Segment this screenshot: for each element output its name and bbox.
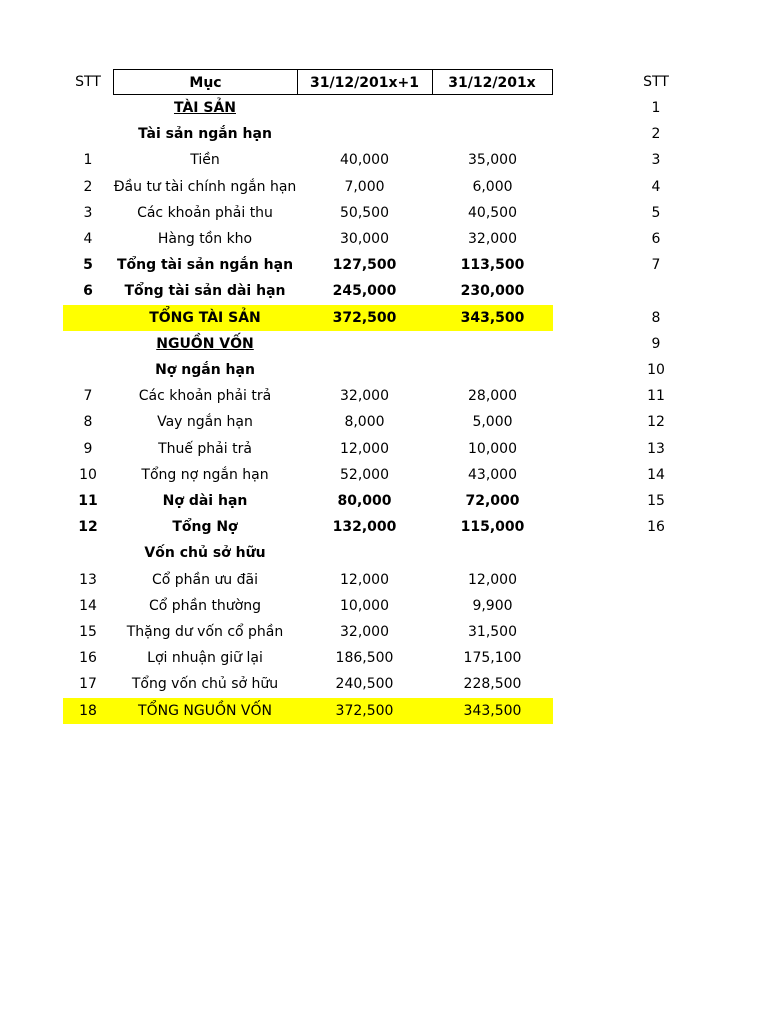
row-value-year-0 bbox=[432, 357, 553, 383]
row-value-year-1: 32,000 bbox=[340, 388, 389, 404]
right-stt-number bbox=[626, 278, 686, 304]
row-value-year-1 bbox=[297, 95, 432, 121]
row-stt bbox=[63, 357, 113, 383]
row-value-year-1: 30,000 bbox=[340, 231, 389, 247]
right-stt-number bbox=[626, 540, 686, 566]
right-stt-number: 15 bbox=[647, 493, 665, 509]
row-value-year-0 bbox=[432, 331, 553, 357]
row-item-label: Thặng dư vốn cổ phần bbox=[126, 624, 284, 640]
row-stt: 16 bbox=[79, 650, 97, 666]
row-value-year-1 bbox=[297, 331, 432, 357]
table-row bbox=[63, 514, 553, 540]
row-value-year-0: 115,000 bbox=[460, 519, 525, 535]
table-row bbox=[63, 383, 553, 409]
row-stt: 7 bbox=[83, 388, 93, 404]
header-stt-right: STT bbox=[643, 74, 669, 90]
header-stt: STT bbox=[75, 74, 101, 90]
table-row bbox=[63, 567, 553, 593]
row-stt bbox=[63, 540, 113, 566]
row-value-year-0 bbox=[432, 95, 553, 121]
row-stt bbox=[63, 305, 113, 331]
row-item-label: Vay ngắn hạn bbox=[157, 414, 253, 430]
right-stt-number: 7 bbox=[651, 257, 661, 273]
row-value-year-1: 40,000 bbox=[340, 152, 389, 168]
row-value-year-1: 52,000 bbox=[340, 467, 389, 483]
row-stt: 9 bbox=[83, 441, 93, 457]
row-stt: 14 bbox=[79, 598, 97, 614]
right-stt-number bbox=[626, 645, 686, 671]
row-value-year-1: 7,000 bbox=[344, 179, 385, 195]
row-item-label: Hàng tồn kho bbox=[157, 231, 253, 247]
row-value-year-0: 175,100 bbox=[463, 650, 522, 666]
row-value-year-0: 10,000 bbox=[468, 441, 517, 457]
row-value-year-1: 127,500 bbox=[332, 257, 397, 273]
row-value-year-0 bbox=[432, 121, 553, 147]
right-stt-number: 12 bbox=[647, 414, 665, 430]
row-item-label: Đầu tư tài chính ngắn hạn bbox=[113, 179, 297, 195]
row-value-year-1: 132,000 bbox=[332, 519, 397, 535]
row-value-year-0: 31,500 bbox=[468, 624, 517, 640]
row-item-label: Nợ ngắn hạn bbox=[155, 362, 255, 378]
row-item-label: Tổng nợ ngắn hạn bbox=[141, 467, 269, 483]
table-row bbox=[63, 121, 553, 147]
row-item-label: Tổng tài sản dài hạn bbox=[124, 283, 286, 299]
row-stt: 1 bbox=[83, 152, 93, 168]
table-row bbox=[63, 593, 553, 619]
row-value-year-1: 80,000 bbox=[337, 493, 392, 509]
header-year-1: 31/12/201x+1 bbox=[297, 69, 433, 95]
row-value-year-0: 43,000 bbox=[468, 467, 517, 483]
row-value-year-1 bbox=[297, 540, 432, 566]
row-stt: 6 bbox=[83, 283, 93, 299]
row-stt bbox=[63, 95, 113, 121]
table-row bbox=[63, 278, 553, 304]
row-value-year-1: 186,500 bbox=[335, 650, 394, 666]
row-item-label: Các khoản phải trả bbox=[138, 388, 272, 404]
row-value-year-0: 12,000 bbox=[468, 572, 517, 588]
row-value-year-0: 35,000 bbox=[468, 152, 517, 168]
right-stt-number: 8 bbox=[651, 310, 661, 326]
row-stt bbox=[63, 331, 113, 357]
row-stt: 4 bbox=[83, 231, 93, 247]
table-row bbox=[63, 645, 553, 671]
table-row bbox=[63, 462, 553, 488]
right-stt-number bbox=[626, 698, 686, 724]
row-stt: 3 bbox=[83, 205, 93, 221]
table-row bbox=[63, 698, 553, 724]
row-item-label: Vốn chủ sở hữu bbox=[144, 545, 266, 561]
right-stt-number: 2 bbox=[651, 126, 661, 142]
row-stt: 17 bbox=[79, 676, 97, 692]
row-value-year-0: 343,500 bbox=[463, 703, 522, 719]
row-stt: 12 bbox=[78, 519, 98, 535]
row-item-label: Thuế phải trả bbox=[158, 441, 252, 457]
row-item-label: Tổng vốn chủ sở hữu bbox=[131, 676, 279, 692]
row-value-year-0: 72,000 bbox=[465, 493, 520, 509]
row-stt: 15 bbox=[79, 624, 97, 640]
table-row bbox=[63, 619, 553, 645]
row-value-year-0: 228,500 bbox=[463, 676, 522, 692]
row-item-label: Nợ dài hạn bbox=[162, 493, 248, 509]
right-stt-number: 11 bbox=[647, 388, 665, 404]
table-row bbox=[63, 95, 553, 121]
row-item-label: Lợi nhuận giữ lại bbox=[147, 650, 263, 666]
table-row bbox=[63, 200, 553, 226]
table-row bbox=[63, 252, 553, 278]
row-value-year-1 bbox=[297, 357, 432, 383]
row-item-label: Tiền bbox=[190, 152, 220, 168]
right-stt-number bbox=[626, 619, 686, 645]
right-stt-number bbox=[626, 671, 686, 697]
row-item-label: Tổng tài sản ngắn hạn bbox=[116, 257, 294, 273]
row-item-label: TÀI SẢN bbox=[173, 100, 236, 116]
right-stt-number: 9 bbox=[651, 336, 661, 352]
row-value-year-0: 113,500 bbox=[460, 257, 525, 273]
right-stt-number: 3 bbox=[651, 152, 661, 168]
row-value-year-0: 343,500 bbox=[460, 310, 525, 326]
row-stt: 13 bbox=[79, 572, 97, 588]
table-row bbox=[63, 488, 553, 514]
row-item-label: Cổ phần thường bbox=[148, 598, 261, 614]
table-row bbox=[63, 671, 553, 697]
table-row bbox=[63, 305, 553, 331]
row-value-year-1: 50,500 bbox=[340, 205, 389, 221]
table-row bbox=[63, 174, 553, 200]
table-row bbox=[63, 409, 553, 435]
row-value-year-1: 12,000 bbox=[340, 441, 389, 457]
row-value-year-0: 28,000 bbox=[468, 388, 517, 404]
right-stt-number: 14 bbox=[647, 467, 665, 483]
row-item-label: Các khoản phải thu bbox=[137, 205, 273, 221]
row-value-year-0: 40,500 bbox=[468, 205, 517, 221]
header-year-0: 31/12/201x bbox=[432, 69, 553, 95]
row-value-year-1: 245,000 bbox=[332, 283, 397, 299]
right-stt-number: 5 bbox=[651, 205, 661, 221]
header-muc: Mục bbox=[113, 69, 298, 95]
row-value-year-1: 32,000 bbox=[340, 624, 389, 640]
right-stt-number bbox=[626, 593, 686, 619]
right-stt-number: 4 bbox=[651, 179, 661, 195]
right-stt-number: 1 bbox=[651, 100, 661, 116]
row-value-year-1 bbox=[297, 121, 432, 147]
right-stt-number: 16 bbox=[647, 519, 665, 535]
row-item-label: TỔNG NGUỒN VỐN bbox=[138, 703, 272, 719]
row-stt: 18 bbox=[79, 703, 97, 719]
row-item-label: Tài sản ngắn hạn bbox=[138, 126, 272, 142]
table-row bbox=[63, 540, 553, 566]
row-value-year-0: 32,000 bbox=[468, 231, 517, 247]
row-value-year-0: 230,000 bbox=[460, 283, 525, 299]
row-value-year-0: 5,000 bbox=[472, 414, 513, 430]
right-stt-number: 6 bbox=[651, 231, 661, 247]
row-stt: 10 bbox=[79, 467, 97, 483]
row-stt: 8 bbox=[83, 414, 93, 430]
row-value-year-0: 6,000 bbox=[472, 179, 513, 195]
row-item-label: NGUỒN VỐN bbox=[156, 336, 254, 352]
table-row bbox=[63, 436, 553, 462]
row-value-year-1: 12,000 bbox=[340, 572, 389, 588]
row-value-year-1: 10,000 bbox=[340, 598, 389, 614]
row-value-year-1: 240,500 bbox=[335, 676, 394, 692]
row-value-year-1: 372,500 bbox=[332, 310, 397, 326]
table-row bbox=[63, 357, 553, 383]
row-item-label: Tổng Nợ bbox=[172, 519, 238, 535]
row-stt: 11 bbox=[78, 493, 98, 509]
row-value-year-1: 372,500 bbox=[335, 703, 394, 719]
table-row bbox=[63, 147, 553, 173]
row-item-label: Cổ phần ưu đãi bbox=[151, 572, 258, 588]
row-value-year-0 bbox=[432, 540, 553, 566]
row-value-year-0: 9,900 bbox=[472, 598, 513, 614]
table-row bbox=[63, 331, 553, 357]
row-stt: 5 bbox=[83, 257, 93, 273]
row-stt: 2 bbox=[83, 179, 93, 195]
right-stt-number: 10 bbox=[647, 362, 665, 378]
right-stt-number bbox=[626, 567, 686, 593]
right-stt-number: 13 bbox=[647, 441, 665, 457]
row-stt bbox=[63, 121, 113, 147]
row-item-label: TỔNG TÀI SẢN bbox=[149, 310, 261, 326]
row-value-year-1: 8,000 bbox=[344, 414, 385, 430]
table-row bbox=[63, 226, 553, 252]
